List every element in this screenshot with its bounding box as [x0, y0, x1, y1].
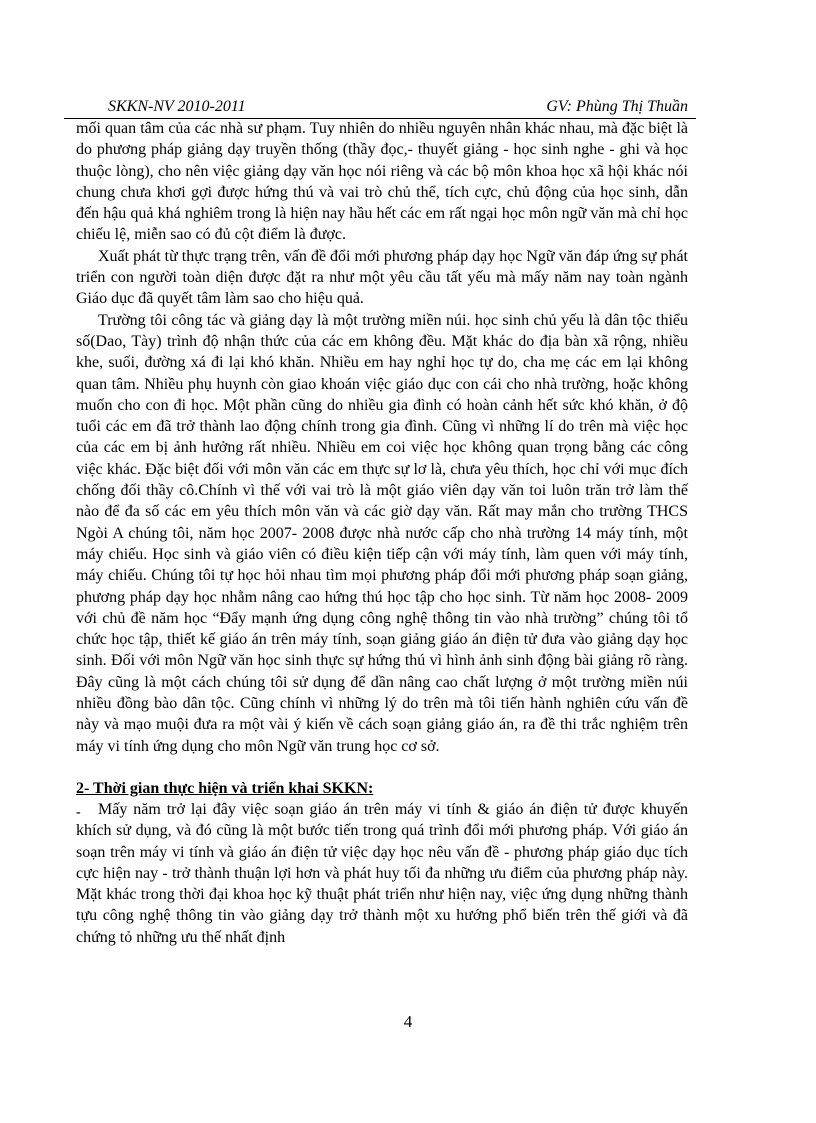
paragraph-school-context: Trường tôi công tác và giảng dạy là một trường miền núi. học sinh chủ yếu là dân tộc thiểu số(Dao, Tày) trình độ nhận thức của các em không đều. Mặt khác do địa bàn xã rộng, nhiều khe, suối, đường xá đi lại khó khăn. Nhiều em hay nghỉ học tự do, cha mẹ các em lại không quan tâm. Nhiều phụ huynh còn giao khoán việc giáo dục con cái cho nhà trường, hoặc không muốn cho con đi học. Một phần cũng do nhiều gia đình có hoàn cảnh hết sức khó khăn, ở độ tuổi các em đã trở thành lao động chính trong gia đình. Cũng vì những lí do trên mà việc học của các em bị ảnh hưởng rất nhiều. Nhiều em coi việc học không quan trọng bằng các công việc khác. Đặc biệt đối với môn văn các em thực sự lơ là, chưa yêu thích, học chỉ với mục đích chống đối thầy cô.Chính vì thế với vai trò là một giáo viên dạy văn toi luôn trăn trở làm thế nào để đa số các em yêu thích môn văn và các giờ dạy văn. Rất may mắn cho trường THCS Ngòi A chúng tôi, năm học 2007- 2008 được nhà nước cấp cho nhà trường 14 máy tính, một máy chiếu. Học sinh và giáo viên có điều kiện tiếp cận với máy tính, làm quen với máy tính, máy chiếu. Chúng tôi tự học hỏi nhau tìm mọi phương pháp đổi mới phương pháp soạn giảng, phương pháp dạy học nhằm nâng cao hứng thú học tập cho học sinh. Từ năm học 2008- 2009 với chủ đề năm học “Đẩy mạnh ứng dụng công nghệ thông tin vào nhà trường” chúng tôi tổ chức học tập, thiết kế giáo án trên máy tính, soạn giảng giáo án điện tử đưa vào giảng dạy học sinh. Đối với môn Ngữ văn học sinh thực sự hứng thú vì hình ảnh sinh động bài giảng rõ ràng. Đây cũng là một cách chúng tôi sử dụng để dần nâng cao chất lượng ở một trường miền núi nhiều đồng bào dân tộc. Cũng chính vì những lý do trên mà tôi tiến hành nghiên cứu vấn đề này và mạo muội đưa ra một vài ý kiến về cách soạn giảng giáo án, ra đề thi trắc nghiệm trên máy vi tính ứng dụng cho môn Ngữ văn trung học cơ sở.: [76, 311, 688, 755]
header-right-text: GV: Phùng Thị Thuần: [546, 98, 688, 115]
paragraph-section2: Mấy năm trở lại đây việc soạn giáo án trên máy vi tính & giáo án điện tử được khuyến khích sử dụng, và đó cũng là một bước tiến trong quá trình đổi mới phương pháp. Với giáo án soạn trên máy vi tính và giáo án điện tử việc dạy học nêu vấn đề - phương pháp giáo dục tích cực hiện nay - trở thành thuận lợi hơn và phát huy tối đa những ưu điểm của phương pháp này. Mặt khác trong thời đại khoa học kỹ thuật phát triển như hiện nay, việc ứng dụng những thành tựu công nghệ thông tin vào giảng dạy trở thành một xu hướng phổ biến trên thế giới và đã chứng tỏ những ưu thế nhất định: [76, 800, 688, 946]
body-content: [76, 118, 688, 948]
paragraph-origin: Xuất phát từ thực trạng trên, vấn đề đổi mới phương pháp dạy học Ngữ văn đáp ứng sự phát triển con người toàn diện được đặt ra như một yêu cầu tất yếu mà mấy năm nay toàn ngành Giáo dục đã quyết tâm làm sao cho hiệu quả.: [76, 247, 688, 308]
page-header: [64, 96, 696, 119]
stray-dash: -: [76, 805, 81, 820]
section-heading: 2- Thời gian thực hiện và triển khai SKKN:: [76, 779, 374, 797]
paragraph-spacer: [76, 757, 688, 778]
header-left-text: SKKN-NV 2010-2011: [108, 98, 246, 115]
paragraph-continuation: mối quan tâm của các nhà sư phạm. Tuy nhiên do nhiều nguyên nhân khác nhau, mà đặc biệt là do phương pháp giảng dạy truyền thống (thầy đọc,- thuyết giảng - học sinh nghe - ghi và học thuộc lòng), cho nên việc giảng dạy văn học nói riêng và các bộ môn khoa học xã hội khác nói chung chưa khơi gợi được hứng thú và vai trò chủ thể, tích cực, chủ động của học sinh, dẫn đến hậu quả khá nghiêm trong là hiện nay hầu hết các em rất ngại học môn ngữ văn mà chỉ học chiếu lệ, miễn sao có đủ cột điểm là được.: [76, 120, 688, 244]
page-number: 4: [403, 1012, 413, 1031]
